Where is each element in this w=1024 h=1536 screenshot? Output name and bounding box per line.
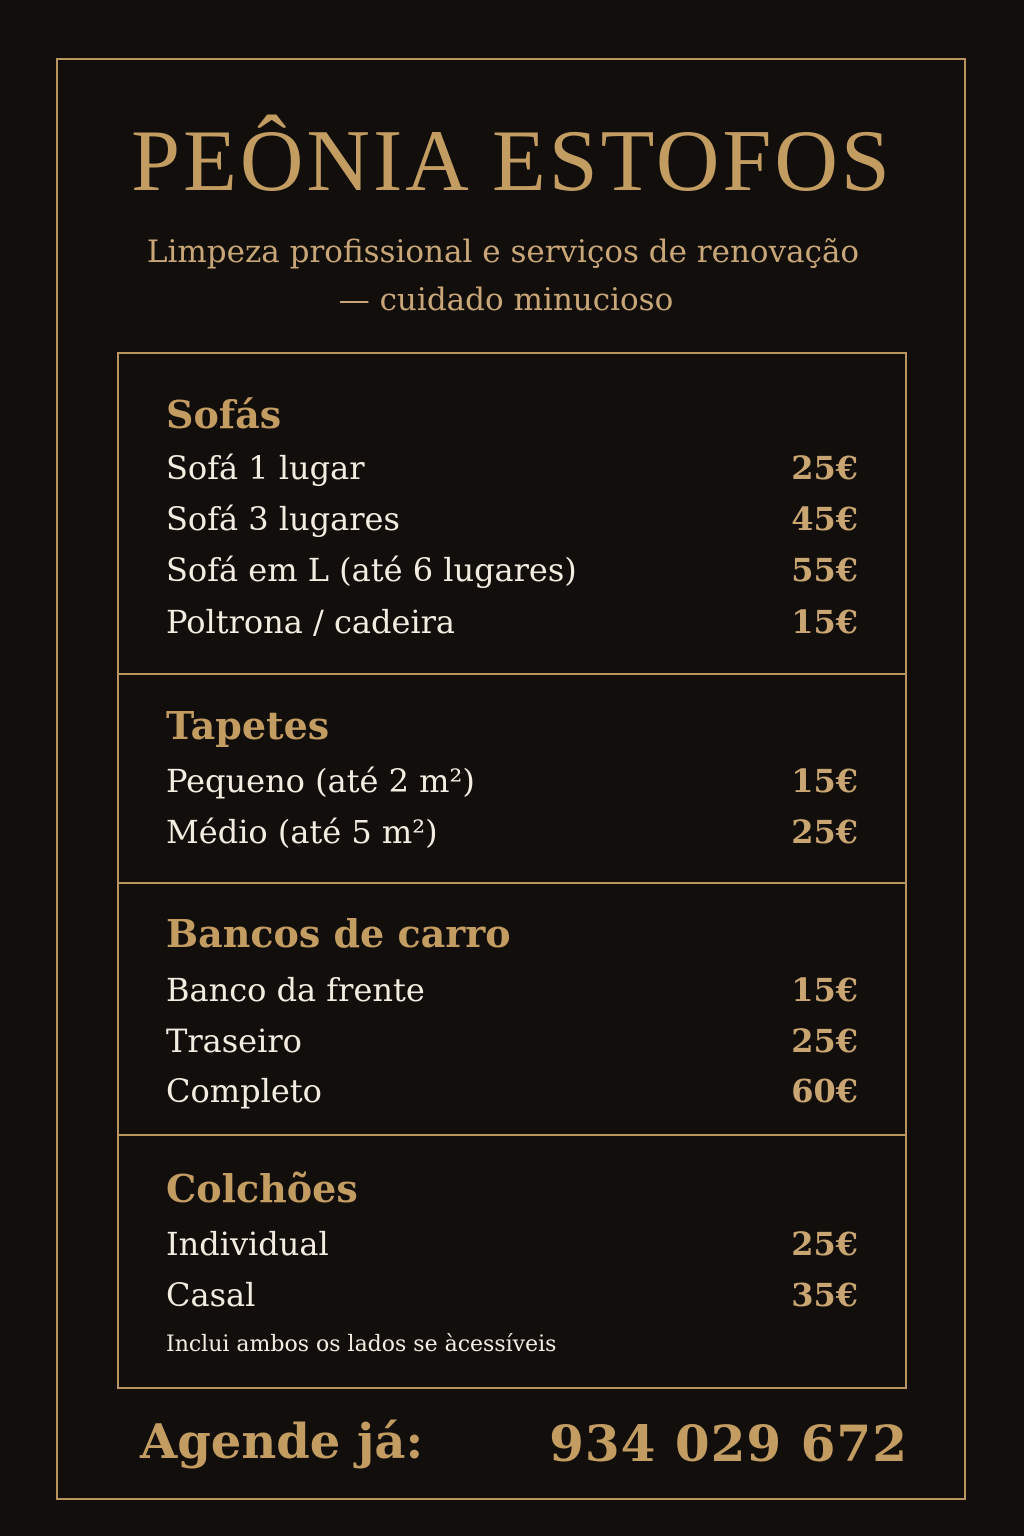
mattress-note: Inclui ambos os lados se àcessíveis [166,1332,557,1357]
price-row [166,812,858,852]
price-row [166,499,858,539]
item-label: Completo [166,1072,322,1110]
item-label: Sofá 3 lugares [166,500,400,538]
price-row [166,1275,858,1315]
item-price: 45€ [791,500,858,538]
brand-title: PEÔNIA ESTOFOS [131,113,893,210]
item-label: Pequeno (até 2 m²) [166,762,475,800]
item-price: 35€ [791,1276,858,1314]
booking-label: Agende já: [140,1414,424,1470]
section-title-colchoes: Colchões [166,1166,358,1211]
price-row [166,761,858,801]
item-price: 25€ [791,449,858,487]
section-colchoes [119,1136,905,1387]
price-row [166,1224,858,1264]
price-row [166,970,858,1010]
item-label: Traseiro [166,1022,302,1060]
section-tapetes [119,675,905,884]
item-price: 55€ [791,551,858,589]
item-label: Poltrona / cadeira [166,603,455,641]
item-price: 15€ [791,762,858,800]
item-price: 25€ [791,1225,858,1263]
section-title-bancos: Bancos de carro [166,911,511,956]
section-sofas [119,354,905,675]
section-title-sofas: Sofás [166,392,282,437]
tagline-line-1: Limpeza profissional e serviços de renovação [146,234,860,270]
price-menu [117,352,907,1389]
tagline-line-2: — cuidado minucioso [338,282,674,318]
item-price: 25€ [791,1022,858,1060]
item-label: Médio (até 5 m²) [166,813,438,851]
price-row [166,448,858,488]
item-price: 60€ [791,1072,858,1110]
item-label: Casal [166,1276,256,1314]
item-price: 25€ [791,813,858,851]
section-bancos-de-carro [119,884,905,1136]
price-row [166,602,858,642]
price-row [166,1071,858,1111]
price-row [166,550,858,590]
item-price: 15€ [791,971,858,1009]
item-label: Banco da frente [166,971,425,1009]
item-label: Sofá 1 lugar [166,449,365,487]
price-row [166,1021,858,1061]
item-price: 15€ [791,603,858,641]
item-label: Individual [166,1225,329,1263]
tagline [0,228,1006,324]
item-label: Sofá em L (até 6 lugares) [166,551,577,589]
section-title-tapetes: Tapetes [166,703,330,748]
phone-number[interactable]: 934 029 672 [549,1414,908,1473]
